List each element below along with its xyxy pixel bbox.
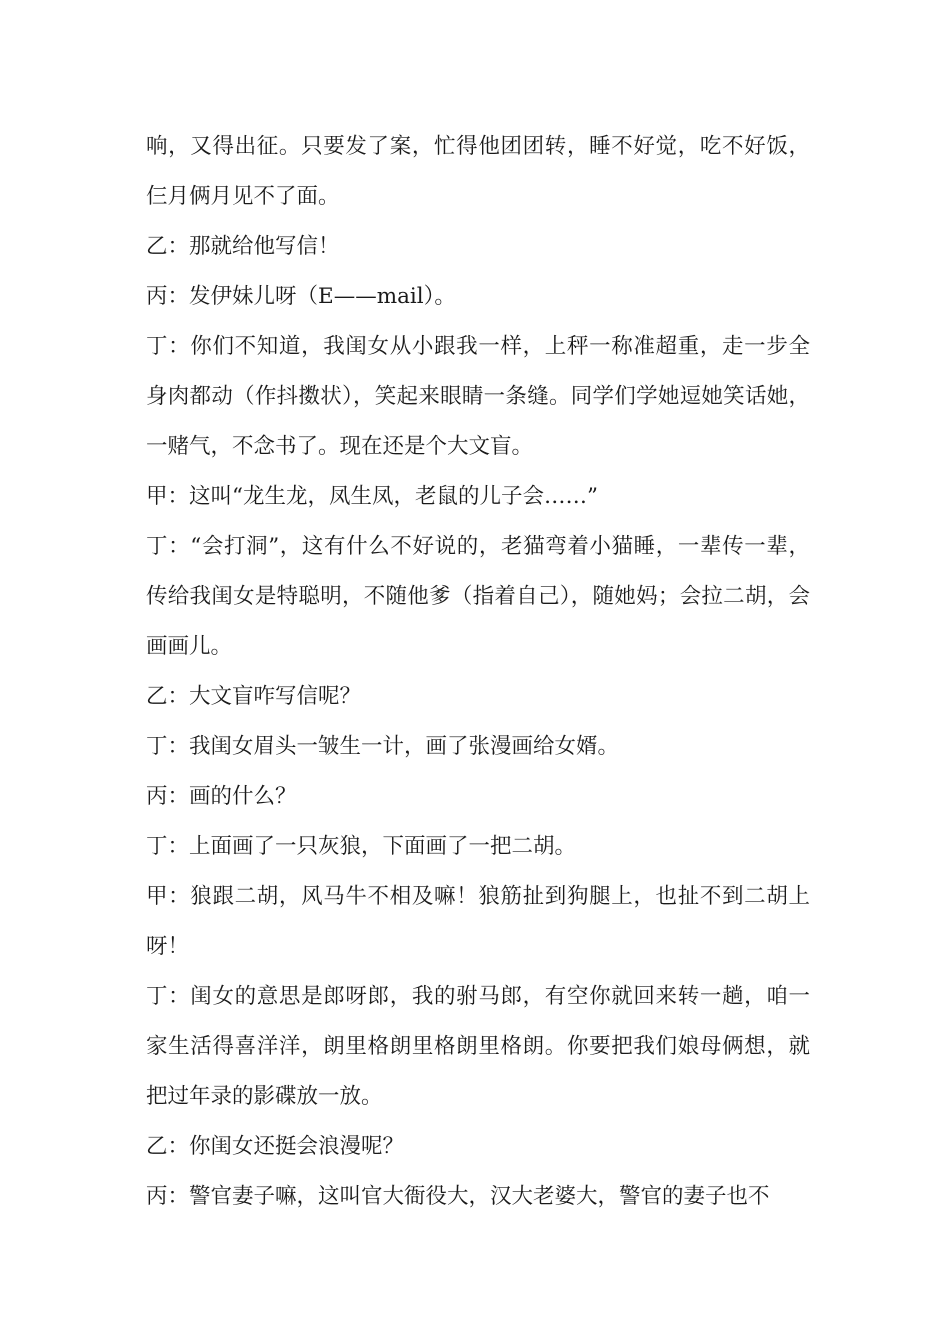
paragraph-5: 甲：这叫“龙生龙，凤生凤，老鼠的儿子会……”: [146, 484, 598, 509]
dialogue-text: [146, 122, 810, 1222]
paragraph-7: 乙：大文盲咋写信呢？: [146, 684, 362, 709]
paragraph-8: 丁：我闺女眉头一皱生一计，画了张漫画给女婿。: [146, 734, 620, 759]
paragraph-2: 乙：那就给他写信！: [146, 234, 340, 259]
paragraph-14: 丙：警官妻子嘛，这叫官大衙役大，汉大老婆大，警官的妻子也不: [146, 1184, 770, 1209]
paragraph-13: 乙：你闺女还挺会浪漫呢？: [146, 1134, 405, 1159]
paragraph-1: 响，又得出征。只要发了案，忙得他团团转，睡不好觉，吃不好饭，仨月俩月见不了面。: [146, 134, 810, 209]
paragraph-10: 丁：上面画了一只灰狼，下面画了一把二胡。: [146, 834, 577, 859]
paragraph-4: 丁：你们不知道，我闺女从小跟我一样，上秤一称准超重，走一步全身肉都动（作抖擞状），笑起来眼睛一条缝。同学们学她逗她笑话她，一赌气，不念书了。现在还是个大文盲。: [146, 334, 810, 459]
paragraph-12: 丁：闺女的意思是郎呀郎，我的驸马郎，有空你就回来转一趟，咱一家生活得喜洋洋，朗里格朗里格朗里格朗。你要把我们娘母俩想，就把过年录的影碟放一放。: [146, 984, 810, 1109]
paragraph-3: 丙：发伊妹儿呀（E——mail）。: [146, 284, 456, 309]
paragraph-11: 甲：狼跟二胡，风马牛不相及嘛！狼筋扯到狗腿上，也扯不到二胡上呀！: [146, 884, 810, 959]
paragraph-6: 丁：“会打洞”，这有什么不好说的，老猫弯着小猫睡，一辈传一辈，传给我闺女是特聪明，不随他爹（指着自己），随她妈；会拉二胡，会画画儿。: [146, 534, 810, 659]
paragraph-9: 丙：画的什么？: [146, 784, 297, 809]
